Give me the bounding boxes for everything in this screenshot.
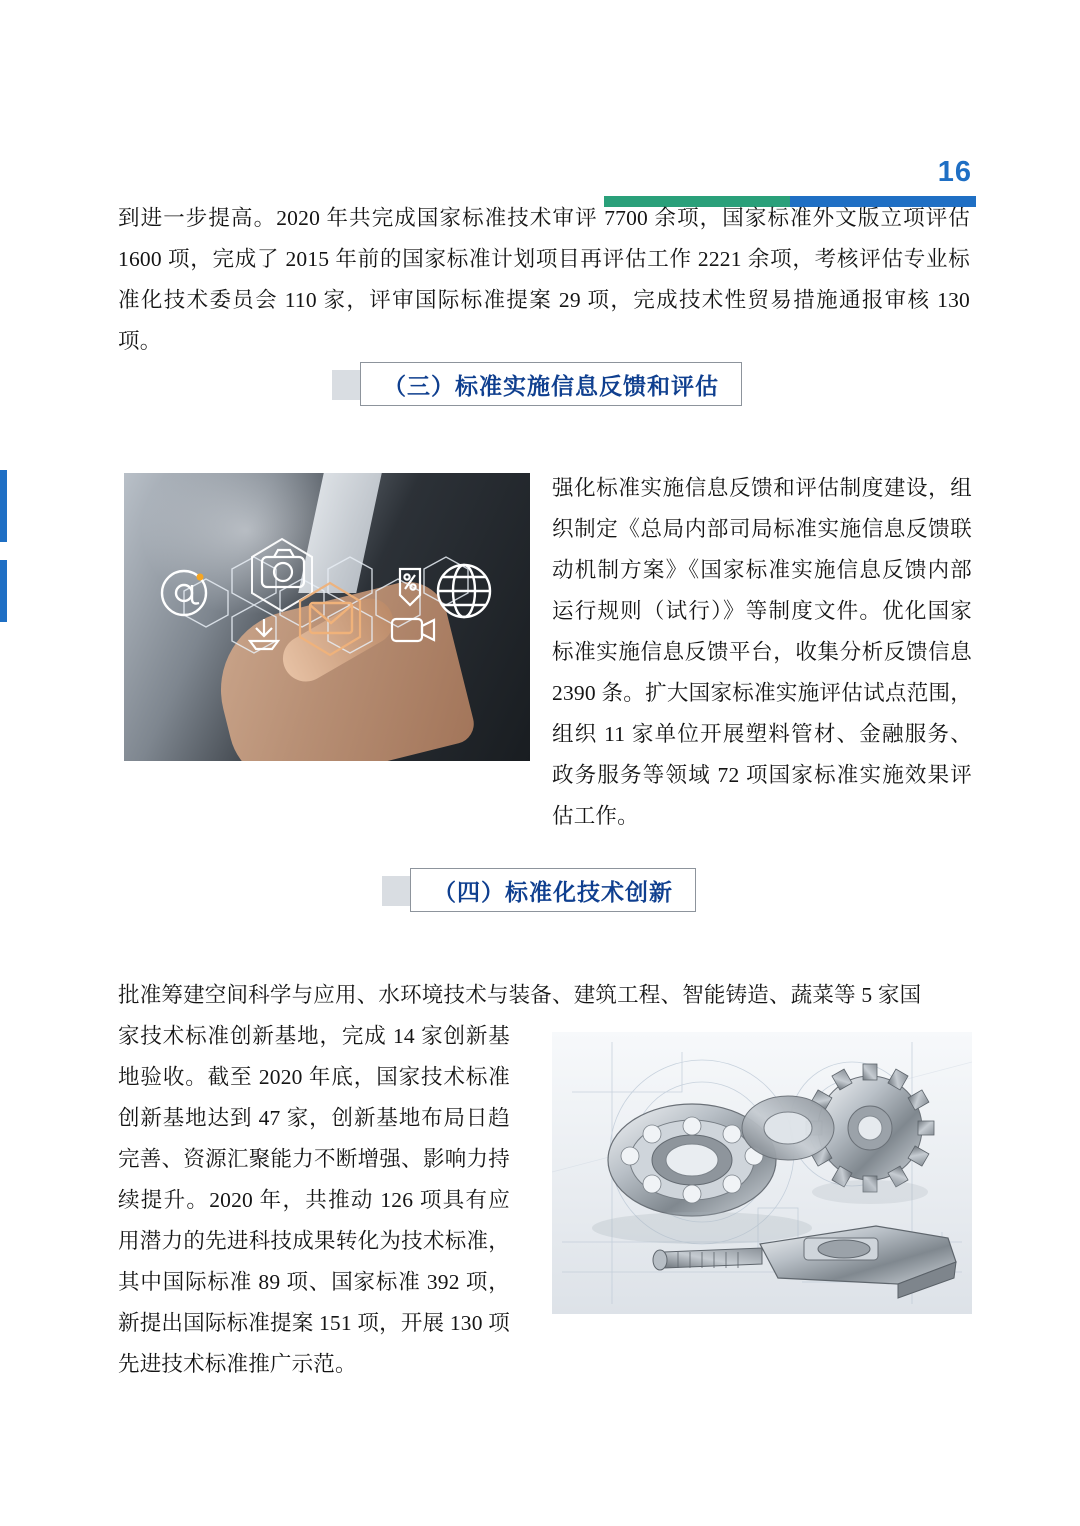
heading-box (410, 868, 696, 912)
innovation-paragraph: 家技术标准创新基地，完成 14 家创新基地验收。截至 2020 年底，国家技术标准创新基地达到 47 家，创新基地布局日趋完善、资源汇聚能力不断增强、影响力持续提升。2020 年，共推动 126 项具有应用潜力的先进科技成果转化为技术标准，其中国际标准 89 项、国家标准 392 项，新提出国际标准提案 151 项，开展 130 项先进技术标准推广示范。 (118, 1024, 510, 1376)
left-edge-mark-lower (0, 560, 7, 622)
figure-gears-micrometer (552, 1032, 972, 1314)
heading-box (360, 362, 742, 406)
figure-hand-touch-icons (124, 473, 530, 761)
section-heading-three (332, 362, 762, 408)
figure-hexagon-overlay (124, 473, 530, 761)
left-edge-mark-upper (0, 470, 7, 542)
feedback-paragraph: 强化标准实施信息反馈和评估制度建设，组织制定《总局内部司局标准实施信息反馈联动机制方案》《国家标准实施信息反馈内部运行规则（试行）》等制度文件。优化国家标准实施信息反馈平台，收集分析反馈信息 2390 条。扩大国家标准实施评估试点范围，组织 11 家单位开展塑料管材、金融服务、政务服务等领域 72 项国家标准实施效果评估工作。 (552, 476, 972, 828)
section-heading-three-label: （三）标准实施信息反馈和评估 (383, 372, 719, 399)
section-heading-four-label: （四）标准化技术创新 (433, 878, 673, 905)
intro-paragraph: 到进一步提高。2020 年共完成国家标准技术审评 7700 余项，国家标准外文版立项评估 1600 项，完成了 2015 年前的国家标准计划项目再评估工作 2221 余项，考核评估专业标准化技术委员会 110 家，评审国际标准提案 29 项，完成技术性贸易措施通报审核 130 项。 (118, 206, 970, 353)
page-header (0, 78, 1080, 188)
innovation-lead-line: 批准筹建空间科学与应用、水环境技术与装备、建筑工程、智能铸造、蔬菜等 5 家国 (118, 983, 922, 1007)
page-number: 16 (937, 156, 972, 188)
section-heading-four (382, 868, 712, 914)
